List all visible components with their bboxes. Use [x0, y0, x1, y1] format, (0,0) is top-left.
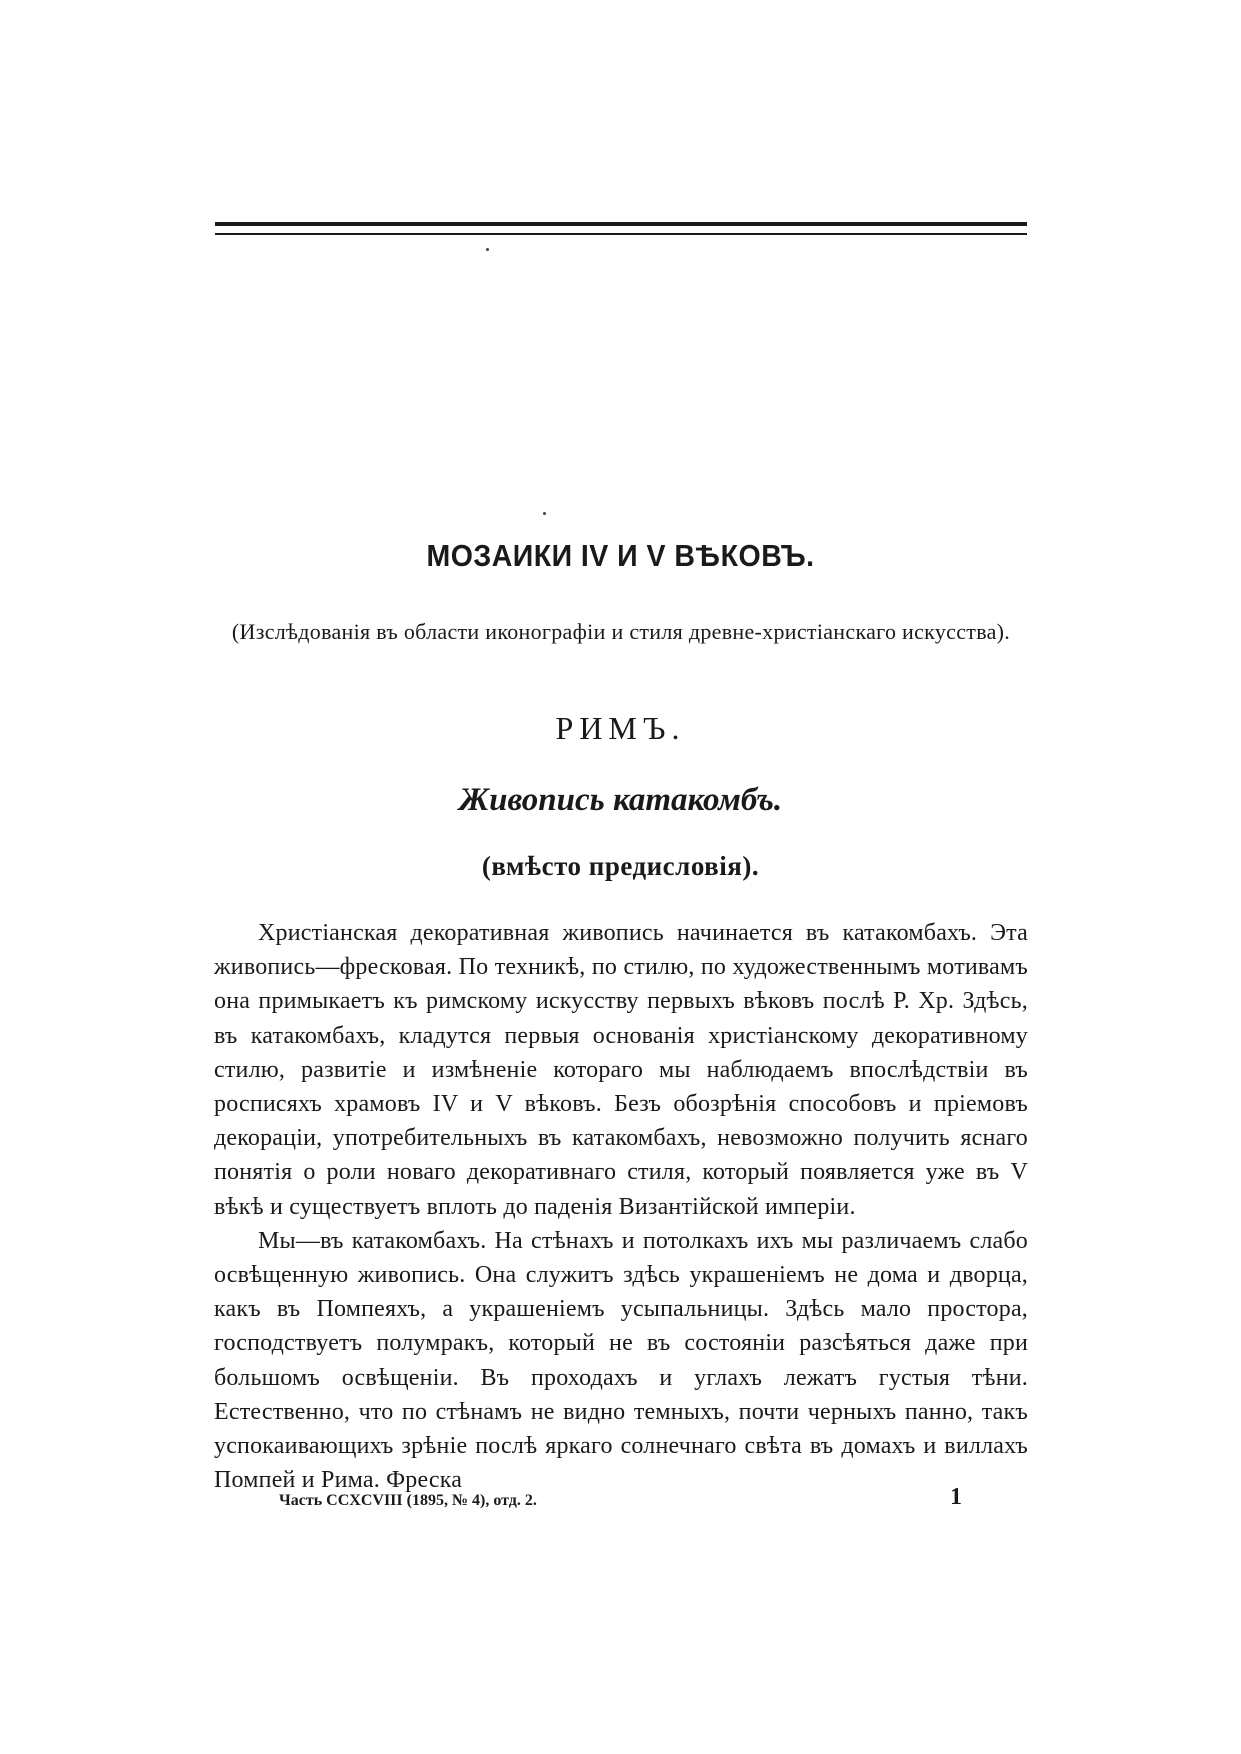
top-rule-thick [215, 222, 1027, 226]
print-speck [543, 512, 546, 515]
body-text [214, 916, 1028, 1497]
section-heading: РИМЪ. [555, 710, 686, 746]
preface-heading: (вмѣсто предисловія). [481, 851, 760, 881]
article-title: МОЗАИКИ IV И V ВѢКОВЪ. [426, 538, 815, 573]
top-rule-thin [215, 233, 1027, 235]
subsection-heading: Живопись катакомбъ. [458, 782, 783, 818]
paragraph: Мы—въ катакомбахъ. На стѣнахъ и потолкахъ ихъ мы различаемъ слабо освѣщенную живопись. Она служитъ здѣсь украшеніемъ не дома и дворца, какъ въ Помпеяхъ, а украшеніемъ усыпальницы. Здѣсь мало простора, господствуетъ полумракъ, который не въ состояніи разсѣяться даже при большомъ освѣщеніи. Въ проходахъ и углахъ лежатъ густыя тѣни. Естественно, что по стѣнамъ не видно темныхъ, почти черныхъ панно, такъ успокаивающихъ зрѣніе послѣ яркаго солнечнаго свѣта въ домахъ и виллахъ Помпей и Рима. Фреска [214, 1227, 1028, 1494]
print-speck [486, 248, 489, 251]
article-subtitle: (Изслѣдованія въ области иконографіи и стиля древне-христіанскаго искусства). [231, 619, 1011, 644]
page-number: 1 [950, 1484, 962, 1510]
paragraph: Христіанская декоративная живопись начинается въ катакомбахъ. Эта живопись—фресковая. По техникѣ, по стилю, по художественнымъ мотивамъ она примыкаетъ къ римскому искусству первыхъ вѣковъ послѣ Р. Хр. Здѣсь, въ катакомбахъ, кладутся первыя основанія христіанскому декоративному стилю, развитіе и измѣненіе котораго мы наблюдаемъ впослѣдствіи въ росписяхъ храмовъ IV и V вѣковъ. Безъ обозрѣнія способовъ и пріемовъ декораціи, употребительныхъ въ катакомбахъ, невозможно получить яснаго понятія о роли новаго декоративнаго стиля, который появляется уже въ V вѣкѣ и существуетъ вплоть до паденія Византійской имперіи. [214, 920, 1028, 1220]
footer-signature: Часть CCXCVIII (1895, № 4), отд. 2. [279, 1492, 537, 1509]
